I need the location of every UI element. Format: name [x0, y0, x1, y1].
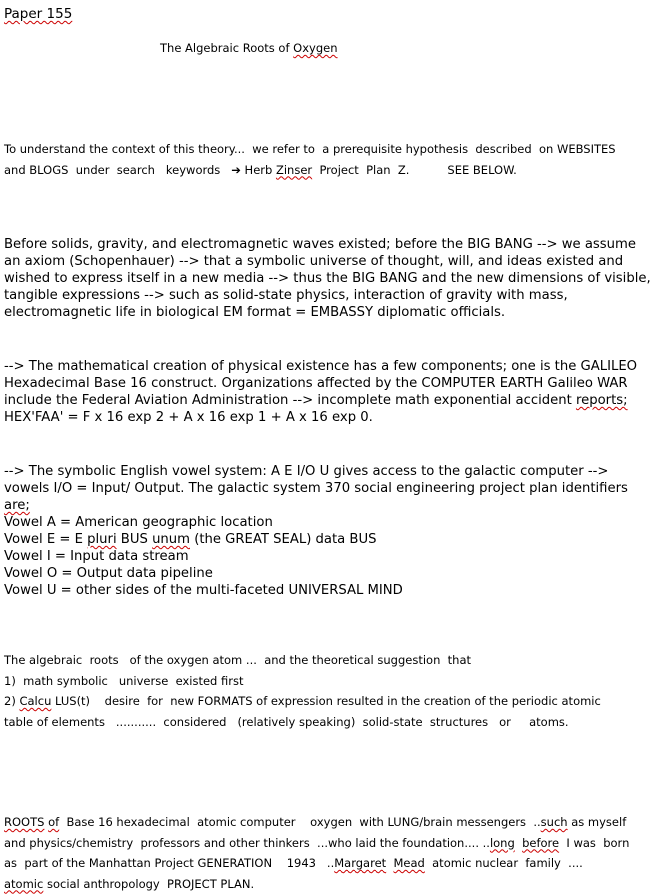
- roots-line-2: 1) math symbolic universe existed first: [4, 671, 654, 692]
- base16-text: social anthropology PROJECT PLAN.: [43, 877, 254, 891]
- intro-line-1: To understand the context of this theory... we refer to a prerequisite hypothesis described on WEBSITES: [4, 139, 654, 160]
- intro-word-zinser: Zinser: [276, 163, 312, 177]
- base16-line-4: [4, 874, 654, 894]
- word-before: before: [522, 836, 559, 850]
- paragraph-vowel-system: [4, 463, 654, 599]
- word-pluri: pluri: [87, 532, 116, 547]
- vowel-u: Vowel U = other sides of the multi-faceted UNIVERSAL MIND: [4, 582, 654, 599]
- vowel-e: [4, 531, 654, 548]
- right-arrow-icon: ➔: [231, 163, 241, 177]
- base16-text: atomic nuclear family ....: [425, 856, 583, 870]
- paragraph-algebraic-roots: [4, 650, 654, 732]
- paper-label-text: Paper 155: [4, 6, 72, 22]
- vowel-i: Vowel I = Input data stream: [4, 548, 654, 565]
- word-margaret: Margaret: [334, 856, 386, 870]
- word-mead: Mead: [393, 856, 424, 870]
- paragraph-big-bang: Before solids, gravity, and electromagnetic waves existed; before the BIG BANG --> we assume an axiom (Schopenhauer) --> that a symbolic universe of thought, will, and ideas existed and wished to express itself in a new media --> thus the BIG BANG and the new dimensions of visible, tangible expressions --> such as solid-state physics, interaction of gravity with mass, electromagnetic life in biological EM format = EMBASSY diplomatic officials.: [4, 236, 654, 321]
- paragraph-text: --> The symbolic English vowel system: A E I/O U gives access to the galactic computer --> vowels I/O = Input/ Output. The galactic system 370 social engineering project plan identifiers: [4, 464, 628, 496]
- paragraph-base16-roots: [4, 812, 654, 894]
- paragraph-galileo: [4, 358, 654, 426]
- base16-text: and physics/chemistry professors and other thinkers ...who laid the foundation.... ..: [4, 836, 490, 850]
- intro-text: Project Plan Z.: [312, 163, 409, 177]
- word-reports: reports;: [576, 393, 628, 408]
- word-calcu: Calcu: [19, 694, 51, 708]
- base16-text: [515, 836, 522, 850]
- base16-line-1: [4, 812, 654, 833]
- word-are: are;: [4, 498, 30, 513]
- title-word-oxygen: Oxygen: [293, 41, 337, 55]
- vowel-o: Vowel O = Output data pipeline: [4, 565, 654, 582]
- roots-line-4: table of elements ........... considered (relatively speaking) solid-state structures or atoms.: [4, 712, 654, 733]
- base16-line-2: [4, 833, 654, 854]
- hex-faa-formula: HEX'FAA' = F x 16 exp 2 + A x 16 exp 1 + A x 16 exp 0.: [4, 409, 654, 426]
- intro-line-2: [4, 160, 654, 181]
- see-below-text: SEE BELOW.: [447, 163, 516, 177]
- title-text: The Algebraic Roots of: [160, 41, 293, 55]
- word-such: such: [541, 815, 568, 829]
- base16-line-3: [4, 853, 654, 874]
- word-of: of: [48, 815, 59, 829]
- roots-line-3: [4, 691, 654, 712]
- document-title: [160, 38, 654, 59]
- word-roots: ROOTS: [4, 815, 44, 829]
- base16-text: Base 16 hexadecimal atomic computer oxygen with LUNG/brain messengers ..: [59, 815, 541, 829]
- base16-text: as myself: [568, 815, 627, 829]
- vowel-e-text: BUS: [117, 532, 152, 547]
- word-unum: unum: [152, 532, 190, 547]
- paper-label: [4, 4, 654, 25]
- intro-paragraph: [4, 139, 654, 180]
- vowel-e-text: (the GREAT SEAL) data BUS: [190, 532, 377, 547]
- intro-text: Herb: [241, 163, 276, 177]
- word-long: long: [490, 836, 515, 850]
- roots-line-1: The algebraic roots of the oxygen atom ... and the theoretical suggestion that: [4, 650, 654, 671]
- word-atomic: atomic: [4, 877, 43, 891]
- base16-text: I was born: [559, 836, 629, 850]
- roots-text: 2): [4, 694, 19, 708]
- vowel-a: Vowel A = American geographic location: [4, 514, 654, 531]
- intro-text: and BLOGS under search keywords: [4, 163, 231, 177]
- base16-text: as part of the Manhattan Project GENERATION 1943 ..: [4, 856, 334, 870]
- vowel-e-text: Vowel E = E: [4, 532, 87, 547]
- roots-text: LUS(t) desire for new FORMATS of expression resulted in the creation of the periodic atomic: [51, 694, 600, 708]
- paragraph-text: --> The mathematical creation of physical existence has a few components; one is the GALILEO Hexadecimal Base 16 construct. Organizations affected by the COMPUTER EARTH Galileo WAR include the Federal Aviation Administration --> incomplete math exponential accident: [4, 359, 637, 408]
